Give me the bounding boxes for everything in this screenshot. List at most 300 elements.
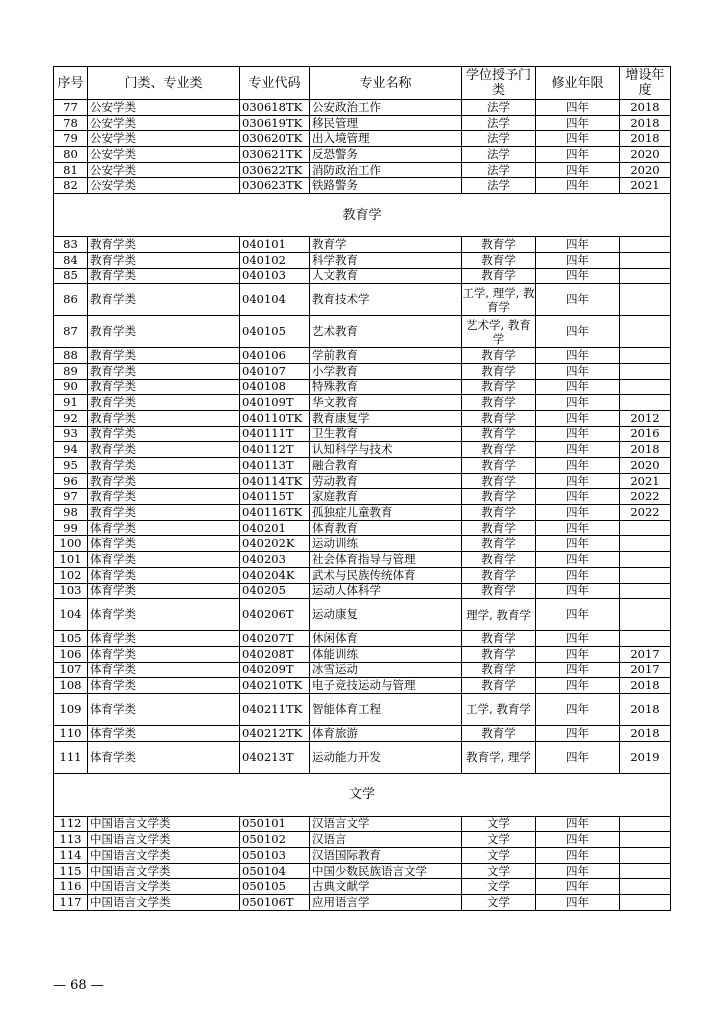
cell-degree: 文学: [462, 848, 536, 864]
cell-code: 050103: [240, 848, 310, 864]
cell-added-year: 2018: [620, 678, 671, 694]
cell-seq: 104: [54, 599, 88, 631]
cell-degree: 教育学: [462, 662, 536, 678]
table-body: [54, 100, 671, 911]
cell-degree: 法学: [462, 131, 536, 147]
section-title: 文学: [54, 773, 671, 816]
cell-category: 公安学类: [88, 100, 240, 116]
cell-added-year: 2021: [620, 473, 671, 489]
cell-added-year: [620, 583, 671, 599]
cell-major-name: 艺术教育: [310, 316, 462, 348]
table-row: [54, 252, 671, 268]
cell-degree: 工学, 教育学: [462, 693, 536, 725]
header-category: 门类、专业类: [88, 67, 240, 100]
cell-degree: 文学: [462, 816, 536, 832]
cell-major-name: 休闲体育: [310, 631, 462, 647]
cell-degree: 文学: [462, 895, 536, 911]
table-row: [54, 536, 671, 552]
cell-seq: 113: [54, 832, 88, 848]
cell-degree: 教育学: [462, 725, 536, 741]
cell-added-year: [620, 348, 671, 364]
cell-category: 公安学类: [88, 131, 240, 147]
cell-seq: 78: [54, 115, 88, 131]
cell-degree: 教育学: [462, 489, 536, 505]
cell-years: 四年: [536, 395, 620, 411]
header-degree: 学位授予门类: [462, 67, 536, 100]
header-seq: 序号: [54, 67, 88, 100]
cell-code: 040203: [240, 552, 310, 568]
cell-years: 四年: [536, 363, 620, 379]
cell-code: 040210TK: [240, 678, 310, 694]
cell-added-year: [620, 395, 671, 411]
cell-category: 体育学类: [88, 725, 240, 741]
cell-code: 050105: [240, 879, 310, 895]
cell-degree: 教育学: [462, 458, 536, 474]
cell-added-year: 2018: [620, 131, 671, 147]
cell-seq: 115: [54, 863, 88, 879]
table-row: [54, 147, 671, 163]
cell-major-name: 小学教育: [310, 363, 462, 379]
cell-major-name: 学前教育: [310, 348, 462, 364]
table-row: [54, 442, 671, 458]
cell-degree: 法学: [462, 115, 536, 131]
table-row: [54, 863, 671, 879]
cell-code: 040105: [240, 316, 310, 348]
cell-major-name: 认知科学与技术: [310, 442, 462, 458]
cell-category: 中国语言文学类: [88, 816, 240, 832]
cell-category: 体育学类: [88, 567, 240, 583]
cell-degree: 教育学: [462, 379, 536, 395]
cell-added-year: 2016: [620, 426, 671, 442]
cell-added-year: [620, 631, 671, 647]
cell-code: 040116TK: [240, 505, 310, 521]
table-row: [54, 662, 671, 678]
table-row: [54, 348, 671, 364]
cell-years: 四年: [536, 567, 620, 583]
cell-years: 四年: [536, 100, 620, 116]
cell-major-name: 反恐警务: [310, 147, 462, 163]
cell-seq: 82: [54, 178, 88, 194]
cell-code: 040205: [240, 583, 310, 599]
table-row: [54, 552, 671, 568]
cell-degree: 教育学: [462, 268, 536, 284]
cell-category: 教育学类: [88, 268, 240, 284]
cell-years: 四年: [536, 631, 620, 647]
cell-code: 040206T: [240, 599, 310, 631]
cell-code: 040113T: [240, 458, 310, 474]
cell-years: 四年: [536, 536, 620, 552]
cell-seq: 110: [54, 725, 88, 741]
cell-major-name: 孤独症儿童教育: [310, 505, 462, 521]
cell-added-year: 2020: [620, 147, 671, 163]
cell-category: 教育学类: [88, 395, 240, 411]
cell-degree: 文学: [462, 863, 536, 879]
cell-category: 教育学类: [88, 458, 240, 474]
cell-years: 四年: [536, 458, 620, 474]
cell-years: 四年: [536, 583, 620, 599]
cell-added-year: [620, 816, 671, 832]
cell-years: 四年: [536, 284, 620, 316]
cell-category: 体育学类: [88, 646, 240, 662]
cell-years: 四年: [536, 741, 620, 773]
table-row: [54, 678, 671, 694]
cell-code: 040201: [240, 520, 310, 536]
cell-degree: 法学: [462, 100, 536, 116]
cell-years: 四年: [536, 426, 620, 442]
cell-major-name: 运动康复: [310, 599, 462, 631]
cell-code: 050104: [240, 863, 310, 879]
table-row: [54, 131, 671, 147]
table-row: [54, 567, 671, 583]
cell-seq: 89: [54, 363, 88, 379]
cell-degree: 教育学: [462, 395, 536, 411]
cell-major-name: 移民管理: [310, 115, 462, 131]
cell-seq: 84: [54, 252, 88, 268]
cell-seq: 85: [54, 268, 88, 284]
cell-major-name: 华文教育: [310, 395, 462, 411]
cell-degree: 教育学: [462, 678, 536, 694]
cell-added-year: 2019: [620, 741, 671, 773]
cell-degree: 教育学: [462, 426, 536, 442]
cell-code: 050102: [240, 832, 310, 848]
cell-category: 教育学类: [88, 379, 240, 395]
cell-category: 教育学类: [88, 284, 240, 316]
cell-years: 四年: [536, 162, 620, 178]
cell-years: 四年: [536, 379, 620, 395]
cell-major-name: 教育学: [310, 237, 462, 253]
cell-category: 体育学类: [88, 631, 240, 647]
section-heading-row: [54, 773, 671, 816]
cell-code: 030623TK: [240, 178, 310, 194]
cell-category: 教育学类: [88, 252, 240, 268]
cell-code: 040109T: [240, 395, 310, 411]
cell-code: 040202K: [240, 536, 310, 552]
cell-code: 030622TK: [240, 162, 310, 178]
cell-code: 040209T: [240, 662, 310, 678]
cell-seq: 80: [54, 147, 88, 163]
cell-code: 040114TK: [240, 473, 310, 489]
table-row: [54, 489, 671, 505]
cell-code: 040212TK: [240, 725, 310, 741]
cell-category: 公安学类: [88, 115, 240, 131]
cell-degree: 法学: [462, 178, 536, 194]
cell-added-year: [620, 237, 671, 253]
cell-years: 四年: [536, 863, 620, 879]
cell-degree: 教育学: [462, 536, 536, 552]
cell-degree: 教育学: [462, 252, 536, 268]
cell-category: 公安学类: [88, 178, 240, 194]
cell-code: 040115T: [240, 489, 310, 505]
cell-code: 040102: [240, 252, 310, 268]
cell-code: 040103: [240, 268, 310, 284]
cell-degree: 教育学: [462, 237, 536, 253]
cell-years: 四年: [536, 520, 620, 536]
header-years: 修业年限: [536, 67, 620, 100]
cell-major-name: 运动能力开发: [310, 741, 462, 773]
cell-code: 040107: [240, 363, 310, 379]
table-row: [54, 115, 671, 131]
table-row: [54, 832, 671, 848]
cell-years: 四年: [536, 599, 620, 631]
cell-code: 030619TK: [240, 115, 310, 131]
cell-degree: 教育学, 理学: [462, 741, 536, 773]
header-added: 增设年度: [620, 67, 671, 100]
cell-years: 四年: [536, 848, 620, 864]
cell-years: 四年: [536, 252, 620, 268]
cell-major-name: 人文教育: [310, 268, 462, 284]
cell-added-year: [620, 252, 671, 268]
cell-major-name: 汉语言文学: [310, 816, 462, 832]
cell-category: 体育学类: [88, 662, 240, 678]
table-row: [54, 505, 671, 521]
cell-category: 教育学类: [88, 237, 240, 253]
cell-degree: 教育学: [462, 583, 536, 599]
cell-seq: 112: [54, 816, 88, 832]
cell-category: 教育学类: [88, 426, 240, 442]
cell-seq: 109: [54, 693, 88, 725]
cell-code: 050106T: [240, 895, 310, 911]
cell-years: 四年: [536, 237, 620, 253]
cell-years: 四年: [536, 879, 620, 895]
cell-degree: 教育学: [462, 520, 536, 536]
cell-added-year: [620, 363, 671, 379]
cell-seq: 102: [54, 567, 88, 583]
cell-years: 四年: [536, 725, 620, 741]
cell-major-name: 体能训练: [310, 646, 462, 662]
cell-major-name: 消防政治工作: [310, 162, 462, 178]
cell-major-name: 特殊教育: [310, 379, 462, 395]
cell-years: 四年: [536, 131, 620, 147]
cell-category: 教育学类: [88, 442, 240, 458]
cell-added-year: 2018: [620, 725, 671, 741]
table-header: [54, 67, 671, 100]
cell-degree: 教育学: [462, 410, 536, 426]
cell-degree: 教育学: [462, 348, 536, 364]
cell-degree: 教育学: [462, 631, 536, 647]
cell-seq: 117: [54, 895, 88, 911]
cell-years: 四年: [536, 646, 620, 662]
cell-years: 四年: [536, 410, 620, 426]
table-row: [54, 426, 671, 442]
cell-years: 四年: [536, 442, 620, 458]
cell-major-name: 体育教育: [310, 520, 462, 536]
table-row: [54, 741, 671, 773]
cell-degree: 法学: [462, 147, 536, 163]
cell-code: 030618TK: [240, 100, 310, 116]
cell-code: 030620TK: [240, 131, 310, 147]
table-row: [54, 599, 671, 631]
table-row: [54, 473, 671, 489]
cell-seq: 111: [54, 741, 88, 773]
cell-category: 体育学类: [88, 583, 240, 599]
cell-major-name: 铁路警务: [310, 178, 462, 194]
cell-added-year: [620, 379, 671, 395]
cell-category: 教育学类: [88, 410, 240, 426]
table-row: [54, 816, 671, 832]
cell-category: 体育学类: [88, 520, 240, 536]
cell-major-name: 劳动教育: [310, 473, 462, 489]
cell-degree: 教育学: [462, 552, 536, 568]
cell-degree: 理学, 教育学: [462, 599, 536, 631]
cell-major-name: 教育康复学: [310, 410, 462, 426]
cell-added-year: 2021: [620, 178, 671, 194]
cell-category: 教育学类: [88, 489, 240, 505]
cell-seq: 90: [54, 379, 88, 395]
table-row: [54, 879, 671, 895]
cell-seq: 103: [54, 583, 88, 599]
cell-seq: 86: [54, 284, 88, 316]
cell-added-year: [620, 536, 671, 552]
section-heading-row: [54, 194, 671, 237]
cell-added-year: [620, 567, 671, 583]
cell-category: 教育学类: [88, 316, 240, 348]
cell-seq: 91: [54, 395, 88, 411]
cell-major-name: 科学教育: [310, 252, 462, 268]
cell-years: 四年: [536, 832, 620, 848]
cell-major-name: 电子竞技运动与管理: [310, 678, 462, 694]
cell-years: 四年: [536, 895, 620, 911]
cell-category: 体育学类: [88, 536, 240, 552]
table-row: [54, 895, 671, 911]
cell-years: 四年: [536, 147, 620, 163]
cell-seq: 101: [54, 552, 88, 568]
cell-major-name: 卫生教育: [310, 426, 462, 442]
table-row: [54, 237, 671, 253]
cell-added-year: 2018: [620, 442, 671, 458]
cell-added-year: 2020: [620, 162, 671, 178]
cell-code: 040208T: [240, 646, 310, 662]
cell-degree: 法学: [462, 162, 536, 178]
cell-seq: 96: [54, 473, 88, 489]
cell-major-name: 运动人体科学: [310, 583, 462, 599]
cell-category: 中国语言文学类: [88, 863, 240, 879]
cell-added-year: [620, 895, 671, 911]
cell-degree: 文学: [462, 832, 536, 848]
cell-added-year: [620, 832, 671, 848]
cell-degree: 教育学: [462, 646, 536, 662]
cell-seq: 87: [54, 316, 88, 348]
cell-added-year: [620, 848, 671, 864]
cell-seq: 79: [54, 131, 88, 147]
cell-seq: 114: [54, 848, 88, 864]
table-row: [54, 631, 671, 647]
cell-category: 中国语言文学类: [88, 895, 240, 911]
header-name: 专业名称: [310, 67, 462, 100]
cell-years: 四年: [536, 678, 620, 694]
cell-major-name: 社会体育指导与管理: [310, 552, 462, 568]
table-row: [54, 162, 671, 178]
table-row: [54, 458, 671, 474]
cell-seq: 94: [54, 442, 88, 458]
cell-major-name: 汉语言: [310, 832, 462, 848]
cell-major-name: 智能体育工程: [310, 693, 462, 725]
cell-years: 四年: [536, 115, 620, 131]
table-row: [54, 379, 671, 395]
cell-added-year: [620, 316, 671, 348]
cell-code: 040207T: [240, 631, 310, 647]
cell-added-year: 2012: [620, 410, 671, 426]
cell-added-year: [620, 268, 671, 284]
table-row: [54, 316, 671, 348]
cell-category: 体育学类: [88, 678, 240, 694]
cell-seq: 106: [54, 646, 88, 662]
cell-seq: 107: [54, 662, 88, 678]
cell-major-name: 汉语国际教育: [310, 848, 462, 864]
cell-major-name: 运动训练: [310, 536, 462, 552]
cell-seq: 116: [54, 879, 88, 895]
cell-added-year: [620, 284, 671, 316]
cell-years: 四年: [536, 268, 620, 284]
cell-code: 040213T: [240, 741, 310, 773]
cell-degree: 艺术学, 教育学: [462, 316, 536, 348]
cell-category: 教育学类: [88, 363, 240, 379]
cell-years: 四年: [536, 505, 620, 521]
cell-seq: 108: [54, 678, 88, 694]
cell-degree: 教育学: [462, 473, 536, 489]
table-row: [54, 178, 671, 194]
cell-code: 040110TK: [240, 410, 310, 426]
cell-seq: 100: [54, 536, 88, 552]
table-row: [54, 100, 671, 116]
cell-category: 公安学类: [88, 162, 240, 178]
cell-major-name: 体育旅游: [310, 725, 462, 741]
table-row: [54, 284, 671, 316]
cell-major-name: 融合教育: [310, 458, 462, 474]
cell-major-name: 教育技术学: [310, 284, 462, 316]
cell-added-year: 2018: [620, 115, 671, 131]
cell-added-year: 2020: [620, 458, 671, 474]
table-row: [54, 520, 671, 536]
cell-major-name: 古典文献学: [310, 879, 462, 895]
header-code: 专业代码: [240, 67, 310, 100]
cell-major-name: 冰雪运动: [310, 662, 462, 678]
cell-code: 040204K: [240, 567, 310, 583]
cell-code: 030621TK: [240, 147, 310, 163]
cell-years: 四年: [536, 662, 620, 678]
cell-major-name: 出入境管理: [310, 131, 462, 147]
cell-years: 四年: [536, 348, 620, 364]
cell-degree: 教育学: [462, 442, 536, 458]
cell-added-year: 2018: [620, 693, 671, 725]
cell-code: 040111T: [240, 426, 310, 442]
cell-major-name: 中国少数民族语言文学: [310, 863, 462, 879]
cell-code: 040108: [240, 379, 310, 395]
cell-added-year: [620, 552, 671, 568]
cell-added-year: 2017: [620, 646, 671, 662]
table-row: [54, 848, 671, 864]
cell-category: 教育学类: [88, 505, 240, 521]
table-row: [54, 363, 671, 379]
cell-category: 教育学类: [88, 348, 240, 364]
cell-added-year: [620, 863, 671, 879]
cell-degree: 教育学: [462, 505, 536, 521]
cell-seq: 105: [54, 631, 88, 647]
cell-degree: 教育学: [462, 567, 536, 583]
cell-major-name: 家庭教育: [310, 489, 462, 505]
table-row: [54, 693, 671, 725]
cell-seq: 99: [54, 520, 88, 536]
cell-code: 040101: [240, 237, 310, 253]
cell-seq: 77: [54, 100, 88, 116]
cell-seq: 83: [54, 237, 88, 253]
table-row: [54, 646, 671, 662]
cell-added-year: 2017: [620, 662, 671, 678]
table-row: [54, 268, 671, 284]
cell-code: 040112T: [240, 442, 310, 458]
cell-code: 040106: [240, 348, 310, 364]
cell-years: 四年: [536, 489, 620, 505]
majors-table: [53, 66, 671, 911]
